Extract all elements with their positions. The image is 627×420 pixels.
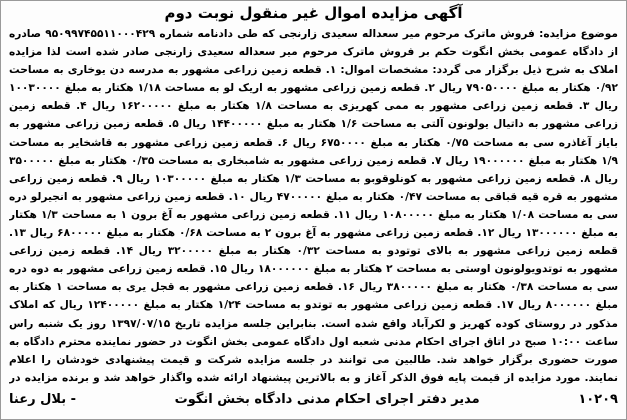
notice-office: مدیر دفتر اجرای احکام مدنی دادگاه بخش انگوت [174, 392, 480, 407]
notice-code: ۱۰۲۰۹ [578, 392, 618, 407]
notice-body: موضوع مزایده: فروش ماترک مرحوم میر سعداله سعیدی زارنجی که طی دادنامه شماره ۹۵۰۹۹۷۴۵۵۱۱۰۰۰۴۲۹ صادره از دادگاه عمومی بخش انگوت حکم بر فروش ماترک مرحوم میر سعداله سعیدی زارنجی صادر شده است لذا مزایده املاک به شرح ذیل برگزار می گردد: مشخصات اموال: ۱. قطعه زمین زراعی مشهور به مدرسه دن یوخاری به مساحت ۰/۹۲ هکتار به مبلغ ۷۹۰۵۰۰۰۰ ریال ۲. قطعه زمین زراعی مشهور به اریک لو به مساحت ۱/۱۸ هکتار به مبلغ ۱۰۰۳۰۰۰۰ ریال ۳. قطعه زمین زراعی مشهور به ممی کهریزی به مساحت ۱/۸ هکتار به مبلغ ۱۶۲۰۰۰۰۰ ریال ۴. قطعه زمین زراعی مشهور به داتیال یولونون آلتی به مساحت ۱/۶ هکتار به مبلغ ۱۴۴۰۰۰۰۰ ریال ۵. قطعه زمین زراعی مشهور به بایاز آغاذره سی به مساحت ۰/۷۵ هکتار به مبلغ ۶۷۵۰۰۰۰ ریال ۶. قطعه زمین زراعی مشهور به قاشخایر به مساحت ۱/۹ هکتار به مبلغ ۱۹۰۰۰۰۰۰ ریال ۷. قطعه زمین زراعی مشهور به شامبخاری به مساحت ۰/۳۵ هکتار به مبلغ ۳۵۰۰۰۰۰ ریال ۸. قطعه زمین زراعی مشهور به کونلوقوبو به مساحت ۱/۳ هکتار به مبلغ ۱۰۳۰۰۰۰۰ ریال ۹. قطعه زمین زراعی مشهور به قره قیه قباقی به مساحت ۰/۴۷ هکتار به مبلغ ۴۷۰۰۰۰۰ ریال ۱۰. قطعه زمین زراعی مشهور به انجیرلو دره سی به مساحت ۱/۰۸ هکتار به مبلغ ۱۰۸۰۰۰۰۰ ریال ۱۱. قطعه زمین زراعی مشهور به آغ برون ۱ به مساحت ۱/۳ هکتار به مبلغ ۱۳۰۰۰۰۰۰ ریال ۱۲. قطعه زمین زراعی مشهور به آغ برون ۲ به مساحت ۰/۶۸ هکتار به مبلغ ۶۸۰۰۰۰۰ ریال ۱۳. قطعه زمین زراعی مشهور به بالای توتودو به مساحت ۰/۳۲ هکتار به مبلغ ۳۲۰۰۰۰۰ ریال ۱۴. قطعه زمین زراعی مشهور به توتدویولونون اوستی به مساحت ۲ هکتار به مبلغ ۱۸۰۰۰۰۰۰ ریال ۱۵. قطعه زمین زراعی مشهور به دوه دره سی به مساحت ۰/۳۸ هکتار به مبلغ ۳۸۰۰۰۰۰ ریال ۱۶. قطعه زمین زراعی مشهور به قجل یری به مساحت ۱ هکتار به مبلغ ۸۰۰۰۰۰۰ ریال ۱۷. قطعه زمین زراعی مشهور به توتدو به مساحت ۱/۲۴ هکتار به مبلغ ۱۲۴۰۰۰۰۰ ریال که املاک مذکور در روستای کوده کهریز و لکرآباد واقع شده است. بنابراین جلسه مزایده تاریخ ۱۳۹۷/۰۷/۱۵ روز یک شنبه راس ساعت ۱۰:۰۰ صبح در اتاق اجرای احکام مدنی شعبه اول دادگاه عمومی بخش انگوت در حضور نماینده محترم دادگاه به صورت حضوری برگزار خواهد شد. طالبین می توانند در جلسه مزایده شرکت و قیمت پیشنهادی خودشان را اعلام نمایند. مورد مزایده از قیمت پایه فوق الذکر آغاز و به بالاترین پیشنهاد ارائه شده واگذار خواهد شد و برنده مزایده در [9, 28, 618, 384]
notice-title: آگهی مزایده اموال غیر منقول نوبت دوم [164, 4, 463, 22]
notice-signer: - بلال رعنا [9, 392, 77, 407]
notice-footer [9, 389, 618, 411]
